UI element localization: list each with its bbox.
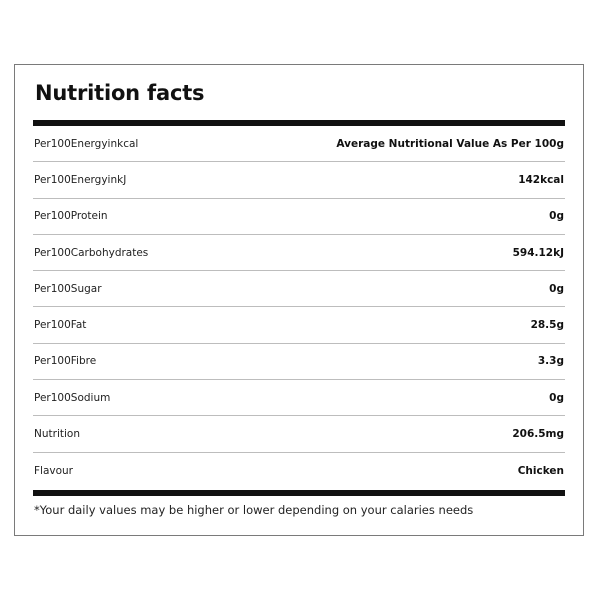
table-row	[33, 344, 565, 380]
row-label: Nutrition	[34, 428, 80, 441]
row-label: Per100Sugar	[34, 282, 102, 295]
table-row	[33, 126, 565, 162]
row-value: 594.12kJ	[512, 246, 564, 259]
nutrition-table	[33, 126, 565, 489]
page-title: Nutrition facts	[35, 81, 205, 105]
row-label: Flavour	[34, 464, 74, 477]
row-value: Chicken	[517, 464, 564, 477]
table-row	[33, 235, 565, 271]
row-label: Per100Carbohydrates	[34, 246, 149, 259]
footnote: *Your daily values may be higher or lower depending on your calaries needs	[34, 503, 474, 517]
row-value: 0g	[549, 391, 564, 404]
row-value: Average Nutritional Value As Per 100g	[336, 137, 564, 150]
row-label: Per100EnergyinkJ	[34, 173, 127, 186]
table-row	[33, 271, 565, 307]
row-value: 0g	[549, 282, 564, 295]
row-value: 28.5g	[530, 319, 564, 332]
row-label: Per100Fat	[34, 319, 87, 332]
table-row	[33, 380, 565, 416]
row-value: 142kcal	[518, 173, 564, 186]
row-label: Per100Fibre	[34, 355, 97, 368]
nutrition-facts-panel	[14, 64, 584, 536]
row-label: Per100Sodium	[34, 391, 111, 404]
table-row	[33, 162, 565, 198]
bottom-divider	[33, 490, 565, 496]
row-value: 0g	[549, 210, 564, 223]
table-row	[33, 453, 565, 489]
row-value: 206.5mg	[512, 428, 564, 441]
row-label: Per100Protein	[34, 210, 108, 223]
table-row	[33, 199, 565, 235]
row-label: Per100Energyinkcal	[34, 137, 139, 150]
table-row	[33, 416, 565, 452]
row-value: 3.3g	[537, 355, 564, 368]
table-row	[33, 307, 565, 343]
